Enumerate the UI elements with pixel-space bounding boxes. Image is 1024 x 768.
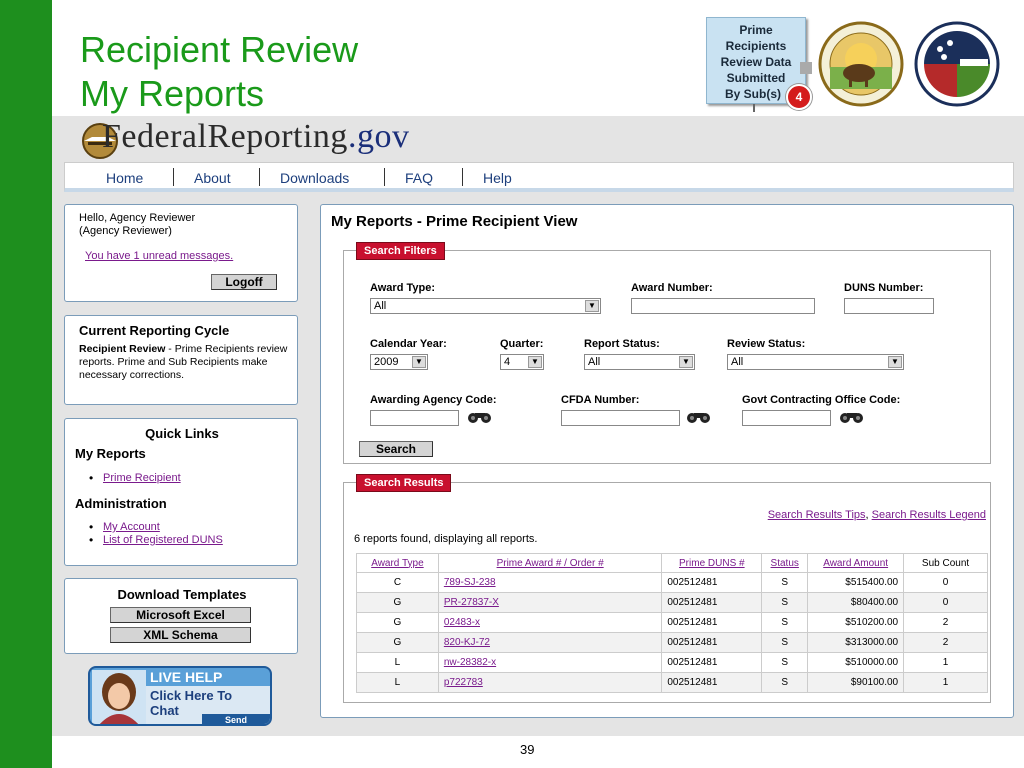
govt-contracting-office-code-label: Govt Contracting Office Code: bbox=[742, 394, 901, 406]
page-title: My Reports - Prime Recipient View bbox=[331, 213, 578, 230]
nav-separator bbox=[384, 168, 385, 186]
cell-duns: 002512481 bbox=[662, 593, 762, 613]
chevron-down-icon: ▼ bbox=[888, 356, 902, 368]
download-templates-panel bbox=[64, 578, 298, 654]
registered-duns-link[interactable]: List of Registered DUNS bbox=[103, 534, 223, 546]
search-results-legend-link[interactable]: Search Results Legend bbox=[871, 509, 986, 521]
cell-award-amount: $313000.00 bbox=[808, 633, 904, 653]
site-logo-main: FederalReporting bbox=[102, 118, 348, 155]
microsoft-excel-button[interactable]: Microsoft Excel bbox=[110, 607, 251, 623]
my-reports-panel bbox=[320, 204, 1014, 718]
award-type-label: Award Type: bbox=[370, 282, 435, 294]
binoculars-icon[interactable] bbox=[839, 410, 865, 424]
search-filters-fieldset bbox=[343, 245, 991, 464]
department-of-interior-seal-icon bbox=[818, 21, 904, 107]
callout-line: By Sub(s) bbox=[725, 87, 782, 101]
slide-title bbox=[80, 28, 358, 116]
slide-title-line2: My Reports bbox=[80, 73, 265, 114]
cell-award-amount: $510000.00 bbox=[808, 653, 904, 673]
results-table bbox=[356, 553, 988, 693]
cfda-number-label: CFDA Number: bbox=[561, 394, 640, 406]
table-row bbox=[357, 653, 988, 673]
cell-award-amount: $515400.00 bbox=[808, 573, 904, 593]
list-item bbox=[89, 471, 181, 485]
search-filters-legend: Search Filters bbox=[356, 242, 445, 260]
user-role: (Agency Reviewer) bbox=[79, 225, 172, 237]
duns-number-input[interactable] bbox=[844, 298, 934, 314]
cell-status: S bbox=[762, 633, 808, 653]
column-header-sub-count: Sub Count bbox=[904, 554, 988, 573]
live-help-chat-button[interactable] bbox=[88, 666, 272, 726]
cell-sub-count: 0 bbox=[904, 573, 988, 593]
cell-sub-count: 1 bbox=[904, 653, 988, 673]
quick-links-my-reports-heading: My Reports bbox=[75, 446, 146, 461]
nav-about[interactable]: About bbox=[194, 170, 231, 186]
chevron-down-icon: ▼ bbox=[528, 356, 542, 368]
cell-award-type: C bbox=[357, 573, 439, 593]
cell-award-amount: $80400.00 bbox=[808, 593, 904, 613]
award-number-link[interactable]: nw-28382-x bbox=[443, 657, 497, 668]
cell-status: S bbox=[762, 593, 808, 613]
column-header-prime-award[interactable]: Prime Award # / Order # bbox=[438, 554, 662, 573]
site-logo[interactable] bbox=[102, 118, 409, 156]
bullet-icon: • bbox=[89, 471, 94, 485]
cell-status: S bbox=[762, 673, 808, 693]
callout-line: Recipients bbox=[725, 39, 787, 53]
award-number-link[interactable]: 820-KJ-72 bbox=[443, 637, 490, 648]
award-number-link[interactable]: PR-27837-X bbox=[443, 597, 499, 608]
column-header-status[interactable]: Status bbox=[762, 554, 808, 573]
award-type-value: All bbox=[374, 300, 387, 312]
bullet-icon: • bbox=[89, 520, 94, 534]
table-header-row bbox=[357, 554, 988, 573]
report-status-select[interactable] bbox=[584, 354, 695, 370]
award-number-link[interactable]: p722783 bbox=[443, 677, 483, 688]
table-row bbox=[357, 573, 988, 593]
award-number-label: Award Number: bbox=[631, 282, 713, 294]
user-panel bbox=[64, 204, 298, 302]
review-status-label: Review Status: bbox=[727, 338, 806, 350]
cell-sub-count: 0 bbox=[904, 593, 988, 613]
quarter-select[interactable] bbox=[500, 354, 544, 370]
support-agent-avatar-icon bbox=[92, 670, 146, 726]
cell-award-amount: $90100.00 bbox=[808, 673, 904, 693]
cell-duns: 002512481 bbox=[662, 633, 762, 653]
callout-line: Submitted bbox=[726, 71, 786, 85]
results-summary: 6 reports found, displaying all reports. bbox=[354, 533, 538, 545]
logoff-button[interactable]: Logoff bbox=[211, 274, 277, 290]
chevron-down-icon: ▼ bbox=[412, 356, 426, 368]
cell-duns: 002512481 bbox=[662, 613, 762, 633]
cell-award-type: G bbox=[357, 593, 439, 613]
search-results-legend: Search Results bbox=[356, 474, 451, 492]
binoculars-icon[interactable] bbox=[467, 410, 493, 424]
xml-schema-button[interactable]: XML Schema bbox=[110, 627, 251, 643]
nav-downloads[interactable]: Downloads bbox=[280, 170, 350, 186]
search-button[interactable]: Search bbox=[359, 441, 433, 457]
quick-links-panel bbox=[64, 418, 298, 566]
list-item bbox=[89, 520, 160, 534]
callout-badge: 4 bbox=[786, 84, 812, 110]
award-number-input[interactable] bbox=[631, 298, 815, 314]
cell-award-type: L bbox=[357, 673, 439, 693]
user-greeting: Hello, Agency Reviewer bbox=[79, 212, 196, 224]
callout-connector bbox=[753, 104, 755, 112]
chevron-down-icon: ▼ bbox=[585, 300, 599, 312]
cell-duns: 002512481 bbox=[662, 653, 762, 673]
review-status-value: All bbox=[731, 356, 744, 368]
table-row bbox=[357, 593, 988, 613]
search-results-fieldset bbox=[343, 477, 991, 703]
cell-award-type: L bbox=[357, 653, 439, 673]
my-account-link[interactable]: My Account bbox=[103, 521, 160, 533]
prime-recipient-link[interactable]: Prime Recipient bbox=[103, 472, 181, 484]
quick-links-title: Quick Links bbox=[145, 426, 219, 441]
nav-separator bbox=[173, 168, 174, 186]
live-help-line1: Click Here To bbox=[150, 688, 233, 703]
live-help-send: Send bbox=[202, 714, 270, 726]
nav-separator bbox=[462, 168, 463, 186]
list-item bbox=[89, 533, 223, 547]
app-screenshot bbox=[52, 116, 1024, 736]
award-number-link[interactable]: 789-SJ-238 bbox=[443, 577, 496, 588]
awarding-agency-code-input[interactable] bbox=[370, 410, 459, 426]
slide-sidebar-bar bbox=[0, 0, 52, 768]
site-logo-suffix: .gov bbox=[347, 118, 410, 155]
column-header-award-type[interactable]: Award Type bbox=[357, 554, 439, 573]
cell-duns: 002512481 bbox=[662, 673, 762, 693]
cell-status: S bbox=[762, 573, 808, 593]
table-row bbox=[357, 673, 988, 693]
quick-links-administration-heading: Administration bbox=[75, 496, 167, 511]
callout-line: Prime bbox=[739, 23, 773, 37]
column-header-prime-duns[interactable]: Prime DUNS # bbox=[662, 554, 762, 573]
nav-faq[interactable]: FAQ bbox=[405, 170, 434, 186]
nav-separator bbox=[259, 168, 260, 186]
reporting-cycle-title: Current Reporting Cycle bbox=[79, 323, 230, 338]
live-help-title: LIVE HELP bbox=[150, 669, 223, 685]
reporting-cycle-stage: Recipient Review bbox=[79, 343, 166, 355]
live-help-line2: Chat bbox=[150, 703, 179, 718]
award-type-select[interactable] bbox=[370, 298, 601, 314]
download-templates-title: Download Templates bbox=[117, 587, 247, 602]
table-row bbox=[357, 613, 988, 633]
callout-tab bbox=[800, 62, 812, 74]
nav-help[interactable]: Help bbox=[483, 170, 512, 186]
cfda-number-input[interactable] bbox=[561, 410, 680, 426]
reporting-cycle-text: - Prime Recipients review reports. Prime and Sub Recipients make necessary corrections. bbox=[79, 343, 288, 381]
chevron-down-icon: ▼ bbox=[679, 356, 693, 368]
cell-sub-count: 2 bbox=[904, 613, 988, 633]
bullet-icon: • bbox=[89, 533, 94, 547]
cell-status: S bbox=[762, 613, 808, 633]
govt-contracting-office-code-input[interactable] bbox=[742, 410, 831, 426]
quarter-label: Quarter: bbox=[500, 338, 544, 350]
reporting-cycle-panel bbox=[64, 315, 298, 405]
review-status-select[interactable] bbox=[727, 354, 904, 370]
reporting-cycle-description bbox=[79, 343, 289, 382]
slide-title-line1: Recipient Review bbox=[80, 29, 359, 70]
nav-home[interactable]: Home bbox=[106, 170, 144, 186]
report-status-value: All bbox=[588, 356, 601, 368]
cell-award-amount: $510200.00 bbox=[808, 613, 904, 633]
unread-messages-link[interactable]: You have 1 unread messages. bbox=[85, 250, 234, 262]
report-status-label: Report Status: bbox=[584, 338, 660, 350]
cell-duns: 002512481 bbox=[662, 573, 762, 593]
callout-line: Review Data bbox=[720, 55, 792, 69]
recovery-gov-logo-icon bbox=[914, 21, 1000, 107]
slide-page-number: 39 bbox=[520, 742, 535, 757]
column-header-award-amount[interactable]: Award Amount bbox=[808, 554, 904, 573]
search-results-tips-link[interactable]: Search Results Tips bbox=[767, 509, 866, 521]
cell-status: S bbox=[762, 653, 808, 673]
table-row bbox=[357, 633, 988, 653]
cell-sub-count: 1 bbox=[904, 673, 988, 693]
calendar-year-select[interactable] bbox=[370, 354, 428, 370]
results-help-links: Search Results Tips, Search Results Legend bbox=[767, 509, 986, 521]
award-number-link[interactable]: 02483-x bbox=[443, 617, 480, 628]
calendar-year-label: Calendar Year: bbox=[370, 338, 447, 350]
calendar-year-value: 2009 bbox=[374, 356, 399, 368]
cell-award-type: G bbox=[357, 613, 439, 633]
awarding-agency-code-label: Awarding Agency Code: bbox=[370, 394, 497, 406]
cell-award-type: G bbox=[357, 633, 439, 653]
cell-sub-count: 2 bbox=[904, 633, 988, 653]
duns-number-label: DUNS Number: bbox=[844, 282, 924, 294]
binoculars-icon[interactable] bbox=[686, 410, 712, 424]
quarter-value: 4 bbox=[504, 356, 511, 368]
main-nav bbox=[64, 162, 1014, 192]
